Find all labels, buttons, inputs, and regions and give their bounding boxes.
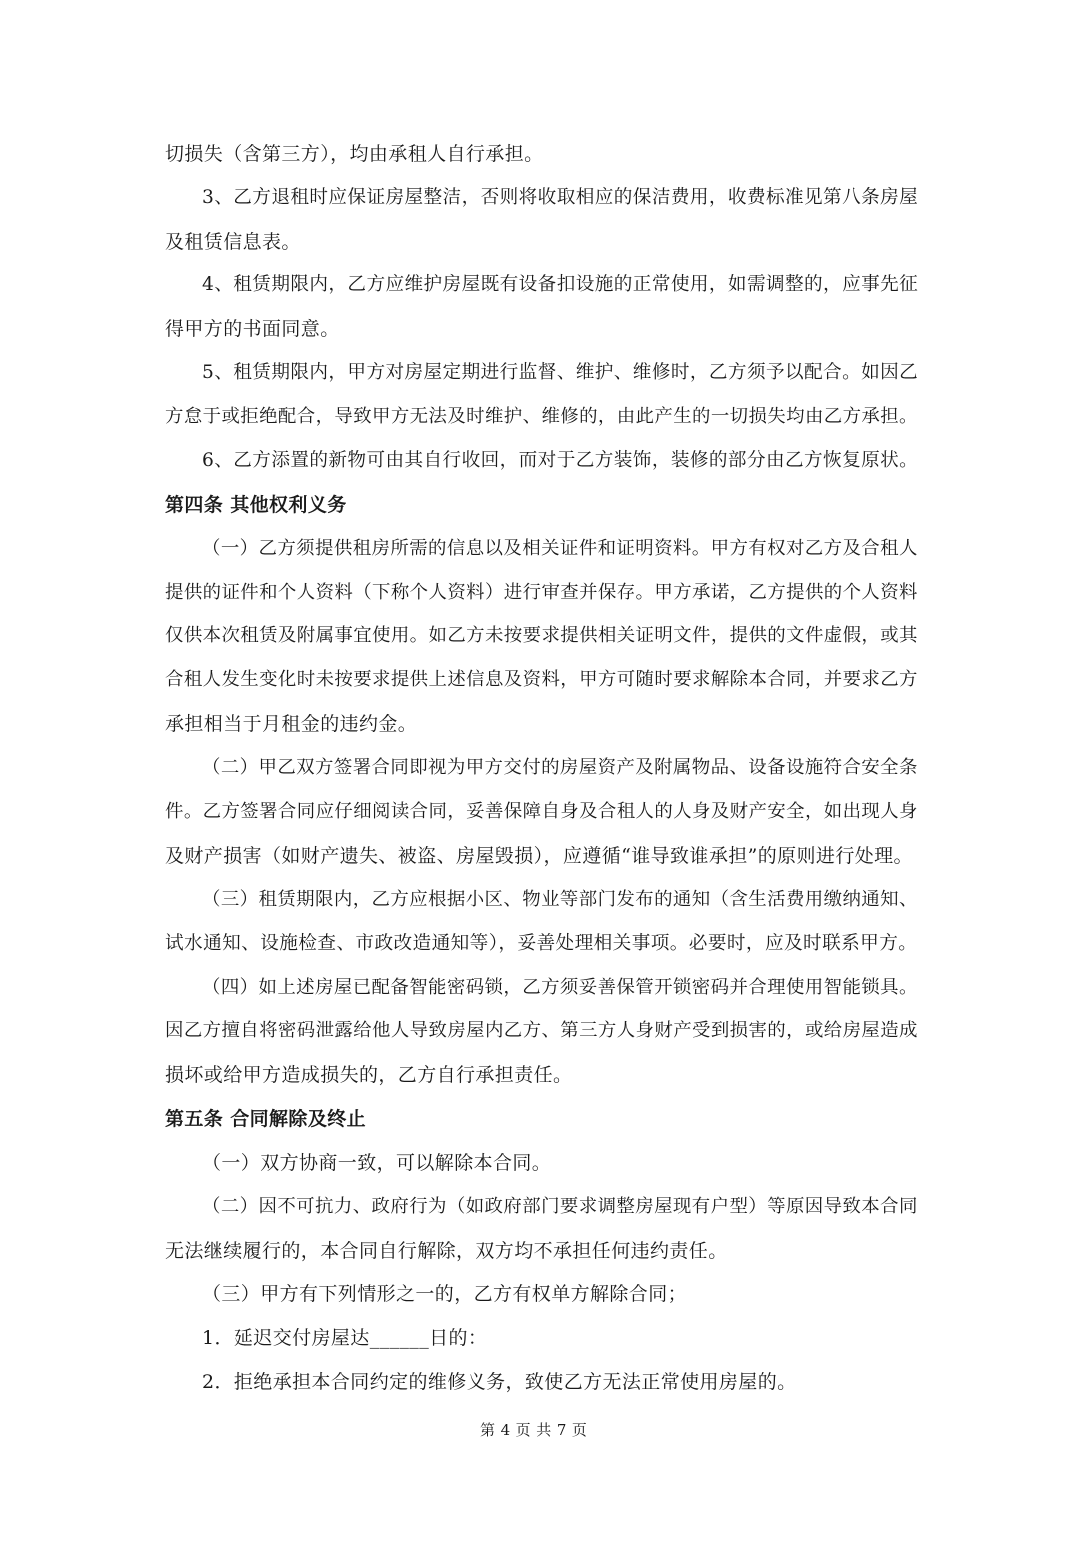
body-line: （三）甲方有下列情形之一的，乙方有权单方解除合同；: [202, 1283, 688, 1305]
page-footer: 第 4 页 共 7 页: [480, 1421, 588, 1439]
section-heading: 第五条 合同解除及终止: [165, 1108, 367, 1130]
body-line: 4、租赁期限内，乙方应维护房屋既有设备扣设施的正常使用，如需调整的，应事先征: [202, 274, 919, 295]
body-line: 1．延迟交付房屋达______日的：: [202, 1327, 488, 1349]
body-line: 仅供本次租赁及附属事宜使用。如乙方未按要求提供相关证明文件，提供的文件虚假，或其: [165, 625, 918, 646]
body-line: 6、乙方添置的新物可由其自行收回，而对于乙方装饰，装修的部分由乙方恢复原状。: [202, 450, 919, 471]
body-line: 及财产损害（如财产遗失、被盗、房屋毁损），应遵循“谁导致谁承担”的原则进行处理。: [165, 845, 913, 867]
body-line: （四）如上述房屋已配备智能密码锁，乙方须妥善保管开锁密码并合理使用智能锁具。: [202, 977, 918, 998]
body-line: 方怠于或拒绝配合，导致甲方无法及时维护、维修的，由此产生的一切损失均由乙方承担。: [165, 406, 918, 427]
body-line: 损坏或给甲方造成损失的，乙方自行承担责任。: [165, 1064, 573, 1086]
body-line: （二）因不可抗力、政府行为（如政府部门要求调整房屋现有户型）等原因导致本合同: [202, 1196, 918, 1217]
body-line: 2．拒绝承担本合同约定的维修义务，致使乙方无法正常使用房屋的。: [202, 1371, 797, 1393]
body-line: 得甲方的书面同意。: [165, 318, 340, 340]
body-line: 无法继续履行的，本合同自行解除，双方均不承担任何违约责任。: [165, 1240, 728, 1262]
body-line: （二）甲乙双方签署合同即视为甲方交付的房屋资产及附属物品、设备设施符合安全条: [202, 757, 918, 778]
body-line: 提供的证件和个人资料（下称个人资料）进行审查并保存。甲方承诺，乙方提供的个人资料: [165, 582, 918, 603]
body-line: （一）乙方须提供租房所需的信息以及相关证件和证明资料。甲方有权对乙方及合租人: [202, 538, 918, 559]
body-line: 承担相当于月租金的违约金。: [165, 713, 418, 735]
body-line: 5、租赁期限内，甲方对房屋定期进行监督、维护、维修时，乙方须予以配合。如因乙: [202, 362, 919, 383]
body-line: 合租人发生变化时未按要求提供上述信息及资料，甲方可随时要求解除本合同，并要求乙方: [165, 669, 918, 690]
body-line: 件。乙方签署合同应仔细阅读合同，妥善保障自身及合租人的人身及财产安全，如出现人身: [165, 801, 918, 822]
body-line: 3、乙方退租时应保证房屋整洁，否则将收取相应的保洁费用，收费标准见第八条房屋: [202, 187, 919, 208]
body-line: 因乙方擅自将密码泄露给他人导致房屋内乙方、第三方人身财产受到损害的，或给房屋造成: [165, 1020, 918, 1041]
body-line: （一）双方协商一致，可以解除本合同。: [202, 1152, 552, 1174]
body-line: 及租赁信息表。: [165, 231, 301, 253]
body-line: 试水通知、设施检查、市政改造通知等），妥善处理相关事项。必要时，应及时联系甲方。: [165, 933, 918, 954]
body-line: （三）租赁期限内，乙方应根据小区、物业等部门发布的通知（含生活费用缴纳通知、: [202, 889, 918, 910]
section-heading: 第四条 其他权利义务: [165, 494, 347, 516]
body-line: 切损失（含第三方），均由承租人自行承担。: [165, 143, 544, 165]
